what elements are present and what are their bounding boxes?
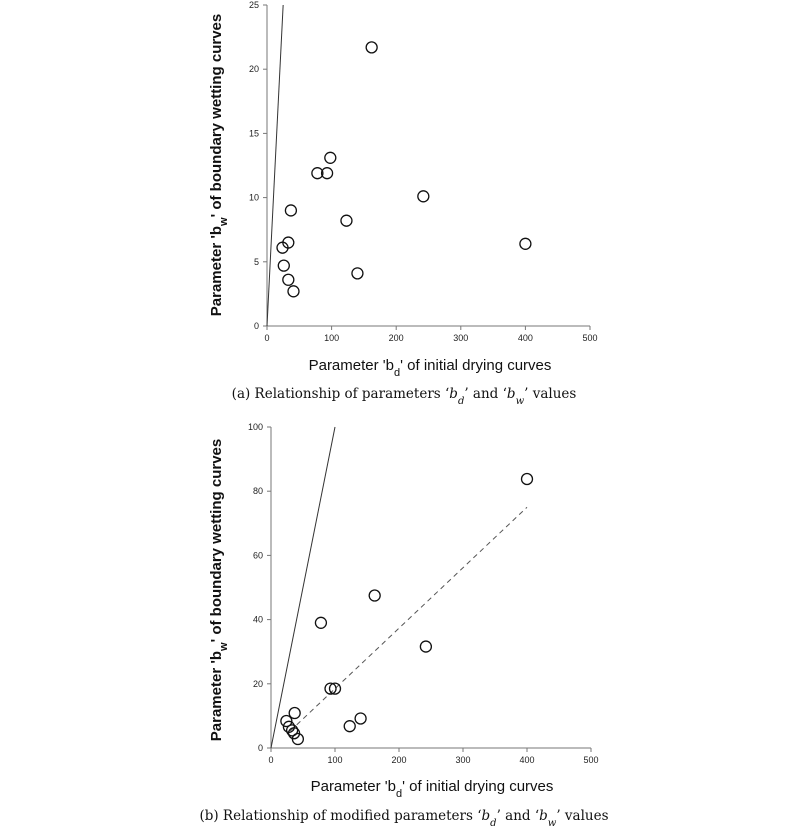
chart-b-caption-bw: b <box>539 808 548 824</box>
chart-a-data-point <box>418 191 429 202</box>
chart-a-caption-bd: b <box>449 386 458 402</box>
chart-b-xlabel-post: ' of initial drying curves <box>402 778 554 795</box>
chart-a-data-point <box>325 152 336 163</box>
chart-a-data-point <box>520 238 531 249</box>
chart-b-y-tick-label: 60 <box>252 550 263 561</box>
chart-a-y-axis-label <box>208 14 230 316</box>
chart-a-caption-bw: b <box>506 386 516 402</box>
chart-b-x-axis-label <box>311 778 554 800</box>
chart-b-data-point <box>344 721 355 732</box>
chart-b-y-tick-label: 40 <box>252 614 263 625</box>
chart-a-xlabel-post: ' of initial drying curves <box>400 357 552 374</box>
chart-b-caption-mid: ’ and ‘ <box>496 808 540 824</box>
chart-a-x-tick-label: 300 <box>453 333 469 343</box>
chart-b-caption-prefix: (b) Relationship of modified parameters ‘ <box>199 808 482 824</box>
chart-b-data-point <box>355 713 366 724</box>
chart-b-data-point <box>522 474 533 485</box>
chart-a-data-point <box>352 268 363 279</box>
chart-a-data-point <box>283 274 294 285</box>
chart-a-axes <box>249 0 598 343</box>
chart-a <box>208 0 598 407</box>
chart-a-data-point <box>288 286 299 297</box>
chart-b-marks <box>271 427 533 748</box>
chart-a-y-tick-label: 0 <box>253 321 259 331</box>
chart-a-data-point <box>341 215 352 226</box>
chart-a-x-tick-label: 200 <box>388 333 404 343</box>
chart-b-data-point <box>420 641 431 652</box>
chart-a-data-point <box>366 42 377 53</box>
chart-b-one-to-one-line <box>271 427 335 748</box>
chart-a-y-tick-label: 20 <box>248 64 259 75</box>
chart-b-caption <box>199 808 608 829</box>
chart-b <box>199 422 608 829</box>
chart-a-data-point <box>285 205 296 216</box>
chart-a-caption-bw-sub: w <box>515 395 525 407</box>
chart-a-x-tick-label: 0 <box>264 333 270 343</box>
chart-b-data-point <box>315 617 326 628</box>
chart-b-ylabel-sub: w <box>218 642 230 651</box>
chart-a-caption-mid: ’ and ‘ <box>464 386 507 402</box>
chart-a-ylabel-post: ' of boundary wetting curves <box>208 13 225 218</box>
chart-a-xlabel-sub: d <box>394 367 401 379</box>
chart-b-y-tick-label: 100 <box>247 422 263 432</box>
chart-b-x-tick-label: 400 <box>519 755 535 765</box>
chart-a-marks <box>267 5 531 326</box>
chart-a-y-tick-label: 5 <box>253 256 259 267</box>
chart-a-one-to-one-line <box>267 5 283 326</box>
chart-a-caption-suffix: ’ values <box>524 386 577 402</box>
chart-a-y-tick-label: 25 <box>248 0 259 10</box>
chart-a-y-tick-label: 15 <box>248 128 259 139</box>
chart-a-caption-prefix: (a) Relationship of parameters ‘ <box>231 386 450 402</box>
chart-b-ylabel-post: ' of boundary wetting curves <box>208 438 225 643</box>
chart-b-caption-bd-sub: d <box>490 817 497 829</box>
chart-b-data-point <box>369 590 380 601</box>
chart-b-y-axis-label <box>208 439 230 741</box>
chart-b-caption-bd: b <box>481 808 491 824</box>
chart-b-caption-bw-sub: w <box>547 817 557 829</box>
chart-b-x-tick-label: 300 <box>455 755 471 765</box>
chart-a-x-axis-label <box>309 357 552 379</box>
chart-b-x-tick-label: 100 <box>327 755 343 765</box>
chart-b-y-tick-label: 20 <box>252 678 263 689</box>
chart-a-xlabel-pre: Parameter 'b <box>308 357 395 374</box>
chart-a-caption-bd-sub: d <box>457 395 465 407</box>
chart-b-x-tick-label: 200 <box>391 755 407 765</box>
chart-a-caption <box>232 386 577 407</box>
chart-b-ylabel-pre: Parameter 'b <box>208 650 225 742</box>
chart-b-xlabel-pre: Parameter 'b <box>310 778 397 795</box>
chart-b-x-tick-label: 500 <box>583 755 599 765</box>
chart-a-x-tick-label: 500 <box>582 333 598 343</box>
chart-a-x-tick-label: 100 <box>324 333 340 343</box>
chart-a-x-tick-label: 400 <box>517 333 533 343</box>
chart-b-xlabel-sub: d <box>396 788 403 800</box>
chart-b-caption-suffix: ’ values <box>556 808 609 824</box>
chart-b-x-tick-label: 0 <box>268 755 274 765</box>
chart-a-y-tick-label: 10 <box>248 192 259 203</box>
chart-a-ylabel-pre: Parameter 'b <box>208 225 225 317</box>
chart-b-y-tick-label: 80 <box>252 486 263 497</box>
chart-a-data-point <box>278 260 289 271</box>
chart-b-y-tick-label: 0 <box>257 743 263 753</box>
chart-a-ylabel-sub: w <box>218 217 230 226</box>
